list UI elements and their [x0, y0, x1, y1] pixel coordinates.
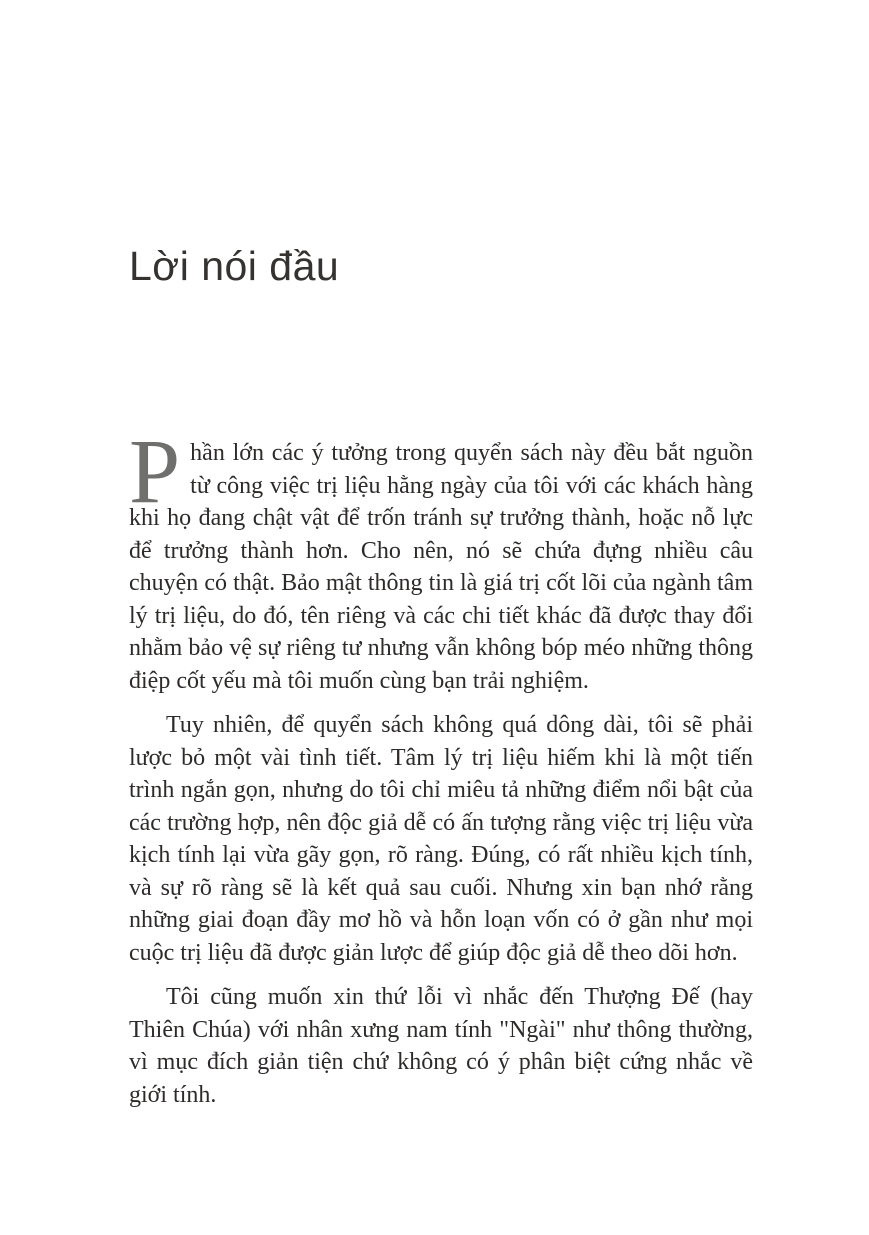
paragraph-1 — [129, 420, 753, 697]
paragraph-1-text: hần lớn các ý tưởng trong quyển sách này đều bắt nguồn từ công việc trị liệu hằng ngày của tôi với các khách hàng khi họ đang chật vật để trốn tránh sự trưởng thành, hoặc nỗ lực để trưởng thành hơn. Cho nên, nó sẽ chứa đựng nhiều câu chuyện có thật. Bảo mật thông tin là giá trị cốt lõi của ngành tâm lý trị liệu, do đó, tên riêng và các chi tiết khác đã được thay đổi nhằm bảo vệ sự riêng tư nhưng vẫn không bóp méo những thông điệp cốt yếu mà tôi muốn cùng bạn trải nghiệm. — [129, 440, 753, 694]
drop-cap-letter: P — [129, 420, 181, 522]
page-title: Lời nói đầu — [129, 243, 340, 289]
paragraph-3: Tôi cũng muốn xin thứ lỗi vì nhắc đến Thượng Đế (hay Thiên Chúa) với nhân xưng nam tính "Ngài" như thông thường, vì mục đích giản tiện chứ không có ý phân biệt cứng nhắc về giới tính. — [129, 984, 753, 1108]
body-text-block — [129, 420, 753, 1111]
paragraph-2: Tuy nhiên, để quyển sách không quá dông dài, tôi sẽ phải lược bỏ một vài tình tiết. Tâm lý trị liệu hiếm khi là một tiến trình ngắn gọn, nhưng do tôi chỉ miêu tả những điểm nổi bật của các trường hợp, nên độc giả dễ có ấn tượng rằng việc trị liệu vừa kịch tính lại vừa gãy gọn, rõ ràng. Đúng, có rất nhiều kịch tính, và sự rõ ràng sẽ là kết quả sau cuối. Nhưng xin bạn nhớ rằng những giai đoạn đầy mơ hồ và hỗn loạn vốn có ở gần như mọi cuộc trị liệu đã được giản lược để giúp độc giả dễ theo dõi hơn. — [129, 712, 753, 966]
